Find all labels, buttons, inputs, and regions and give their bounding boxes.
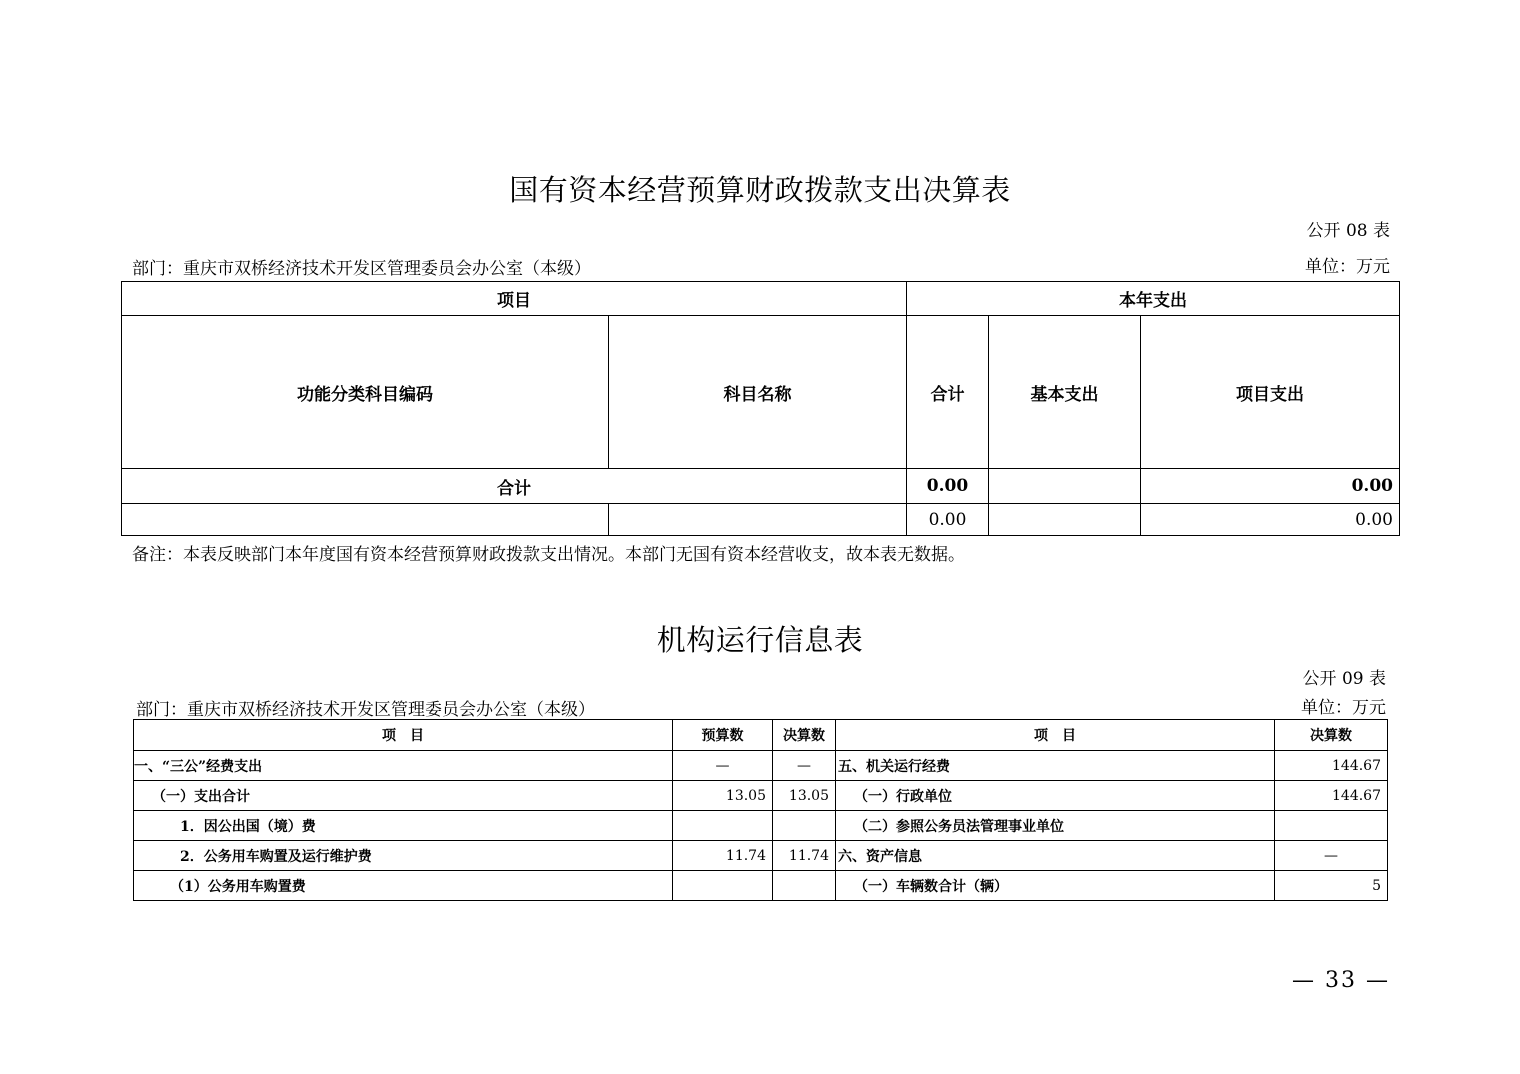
row-left-label: 1．因公出国（境）费	[134, 811, 673, 841]
data-project: 0.00	[1141, 504, 1400, 536]
row-right-label: 六、资产信息	[836, 841, 1275, 871]
table1-code: 公开 08 表	[1306, 221, 1390, 241]
total-label: 合计	[122, 469, 907, 504]
table1-note: 备注：本表反映部门本年度国有资本经营预算财政拨款支出情况。本部门无国有资本经营收支，故本表无数据。	[132, 545, 965, 565]
row-budget: —	[673, 751, 773, 781]
table-row	[134, 811, 1388, 841]
data-basic	[989, 504, 1141, 536]
row-left-label: （1）公务用车购置费	[134, 871, 673, 901]
header-project: 项目	[122, 282, 907, 316]
total-total: 0.00	[907, 469, 989, 504]
table1-unit: 单位：万元	[1305, 257, 1390, 277]
header-func-code: 功能分类科目编码	[122, 316, 609, 469]
row-budget: 11.74	[673, 841, 773, 871]
row-budget	[673, 811, 773, 841]
table1	[121, 281, 1400, 536]
row-right-label: （二）参照公务员法管理事业单位	[836, 811, 1275, 841]
row-final	[773, 811, 836, 841]
data-code	[122, 504, 609, 536]
row-right-label: 五、机关运行经费	[836, 751, 1275, 781]
data-total: 0.00	[907, 504, 989, 536]
row-right-label: （一）行政单位	[836, 781, 1275, 811]
row-final: —	[773, 751, 836, 781]
header-basic: 基本支出	[989, 316, 1141, 469]
header-project-exp: 项目支出	[1141, 316, 1400, 469]
row-right-final: 5	[1275, 871, 1388, 901]
page-number: — 33 —	[1292, 968, 1390, 993]
table1-department: 部门：重庆市双桥经济技术开发区管理委员会办公室（本级）	[132, 259, 591, 279]
table2-department: 部门：重庆市双桥经济技术开发区管理委员会办公室（本级）	[136, 700, 595, 720]
table2-title: 机构运行信息表	[656, 623, 864, 657]
row-final: 13.05	[773, 781, 836, 811]
table1-title: 国有资本经营预算财政拨款支出决算表	[509, 173, 1011, 207]
table1-header-row2	[122, 316, 1400, 469]
row-budget	[673, 871, 773, 901]
row-budget: 13.05	[673, 781, 773, 811]
row-final	[773, 871, 836, 901]
table-row	[134, 781, 1388, 811]
row-right-final	[1275, 811, 1388, 841]
total-basic	[989, 469, 1141, 504]
data-name	[609, 504, 907, 536]
header-total: 合计	[907, 316, 989, 469]
table2-code: 公开 09 表	[1302, 669, 1386, 689]
table2	[133, 719, 1388, 901]
row-left-label: 2．公务用车购置及运行维护费	[134, 841, 673, 871]
row-final: 11.74	[773, 841, 836, 871]
header-final-left: 决算数	[773, 720, 836, 751]
header-final-right: 决算数	[1275, 720, 1388, 751]
header-current-year: 本年支出	[907, 282, 1400, 316]
row-left-label: 一、“三公”经费支出	[134, 751, 673, 781]
row-left-label: （一）支出合计	[134, 781, 673, 811]
table1-data-row	[122, 504, 1400, 536]
table1-total-row	[122, 469, 1400, 504]
table2-header	[134, 720, 1388, 751]
row-right-final: 144.67	[1275, 781, 1388, 811]
table-row	[134, 841, 1388, 871]
table-row	[134, 751, 1388, 781]
table-row	[134, 871, 1388, 901]
table2-unit: 单位：万元	[1301, 698, 1386, 718]
row-right-label: （一）车辆数合计（辆）	[836, 871, 1275, 901]
row-right-final: 144.67	[1275, 751, 1388, 781]
header-subject-name: 科目名称	[609, 316, 907, 469]
table1-header-row1	[122, 282, 1400, 316]
header-budget: 预算数	[673, 720, 773, 751]
total-project: 0.00	[1141, 469, 1400, 504]
header-item-left: 项 目	[134, 720, 673, 751]
header-item-right: 项 目	[836, 720, 1275, 751]
row-right-final: —	[1275, 841, 1388, 871]
